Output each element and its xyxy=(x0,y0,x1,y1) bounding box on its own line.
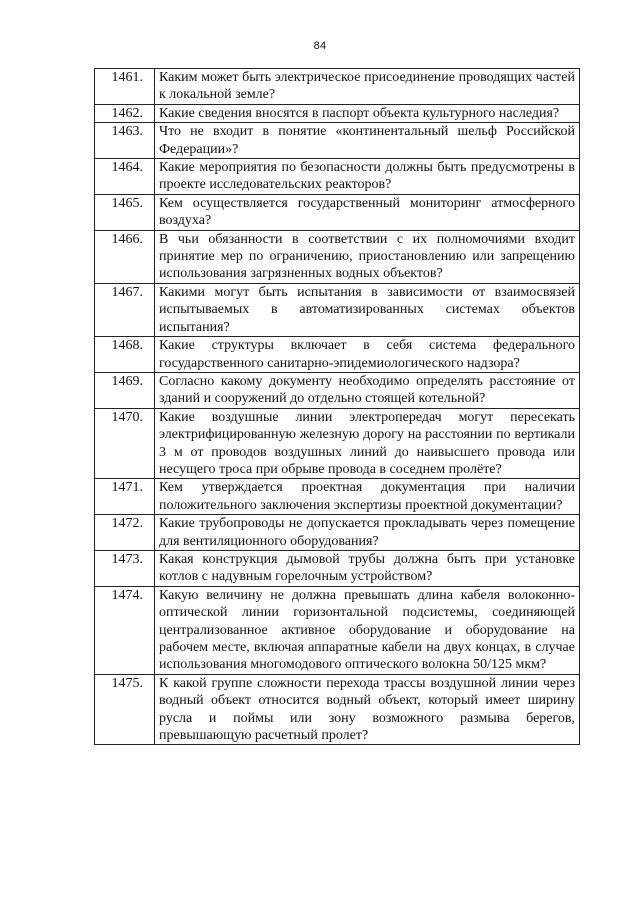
table-row xyxy=(95,69,580,105)
question-number: 1474. xyxy=(95,586,155,674)
table-row xyxy=(95,104,580,122)
table-row xyxy=(95,515,580,551)
table-row xyxy=(95,337,580,373)
table-row xyxy=(95,550,580,586)
question-number: 1462. xyxy=(95,104,155,122)
question-text: Какими могут быть испытания в зависимости от взаимосвязей испытываемых в автоматизированных системах объектов испытания? xyxy=(155,283,580,336)
table-row xyxy=(95,586,580,674)
question-text: Какие трубопроводы не допускается прокладывать через помещение для вентиляционного оборудования? xyxy=(155,515,580,551)
question-number: 1465. xyxy=(95,194,155,230)
question-text: Какие сведения вносятся в паспорт объекта культурного наследия? xyxy=(155,104,580,122)
question-number: 1464. xyxy=(95,159,155,195)
question-number: 1470. xyxy=(95,408,155,479)
question-text: Каким может быть электрическое присоединение проводящих частей к локальной земле? xyxy=(155,69,580,105)
question-text: Какие мероприятия по безопасности должны быть предусмотрены в проекте исследовательских реакторов? xyxy=(155,159,580,195)
question-text: Какие структуры включает в себя система федерального государственного санитарно-эпидемиологического надзора? xyxy=(155,337,580,373)
table-row xyxy=(95,159,580,195)
question-number: 1461. xyxy=(95,69,155,105)
table-row xyxy=(95,194,580,230)
question-number: 1475. xyxy=(95,674,155,745)
table-row xyxy=(95,408,580,479)
questions-table xyxy=(94,68,580,745)
question-number: 1469. xyxy=(95,372,155,408)
table-row xyxy=(95,123,580,159)
question-text: Какая конструкция дымовой трубы должна быть при установке котлов с надувным горелочным устройством? xyxy=(155,550,580,586)
question-number: 1471. xyxy=(95,479,155,515)
question-text: Согласно какому документу необходимо определять расстояние от зданий и сооружений до отдельно стоящей котельной? xyxy=(155,372,580,408)
question-text: К какой группе сложности перехода трассы воздушной линии через водный объект относится водный объект, который имеет ширину русла и поймы или зону возможного размыва берегов, превышающую расчетный пролет? xyxy=(155,674,580,745)
page-number: 84 xyxy=(313,40,327,52)
question-number: 1473. xyxy=(95,550,155,586)
question-text: Какие воздушные линии электропередач могут пересекать электрифицированную железную дорогу на расстоянии по вертикали 3 м от проводов воздушных линий до наивысшего провода или несущего троса при обрыве провода в соседнем пролёте? xyxy=(155,408,580,479)
question-text: Кем утверждается проектная документация при наличии положительного заключения экспертизы проектной документации? xyxy=(155,479,580,515)
question-number: 1468. xyxy=(95,337,155,373)
question-text: Что не входит в понятие «континентальный шельф Российской Федерации»? xyxy=(155,123,580,159)
table-row xyxy=(95,479,580,515)
question-text: В чьи обязанности в соответствии с их полномочиями входит принятие мер по ограничению, приостановлению или запрещению использования загрязненных водных объектов? xyxy=(155,230,580,283)
question-number: 1463. xyxy=(95,123,155,159)
table-row xyxy=(95,372,580,408)
table-row xyxy=(95,674,580,745)
table-row xyxy=(95,283,580,336)
question-text: Кем осуществляется государственный мониторинг атмосферного воздуха? xyxy=(155,194,580,230)
question-number: 1472. xyxy=(95,515,155,551)
question-number: 1466. xyxy=(95,230,155,283)
question-number: 1467. xyxy=(95,283,155,336)
table-row xyxy=(95,230,580,283)
question-text: Какую величину не должна превышать длина кабеля волоконно-оптической линии горизонтальной подсистемы, соединяющей централизованное активное оборудование и оборудование на рабочем месте, включая аппаратные кабели на двух концах, в случае использования многомодового оптического волокна 50/125 мкм? xyxy=(155,586,580,674)
